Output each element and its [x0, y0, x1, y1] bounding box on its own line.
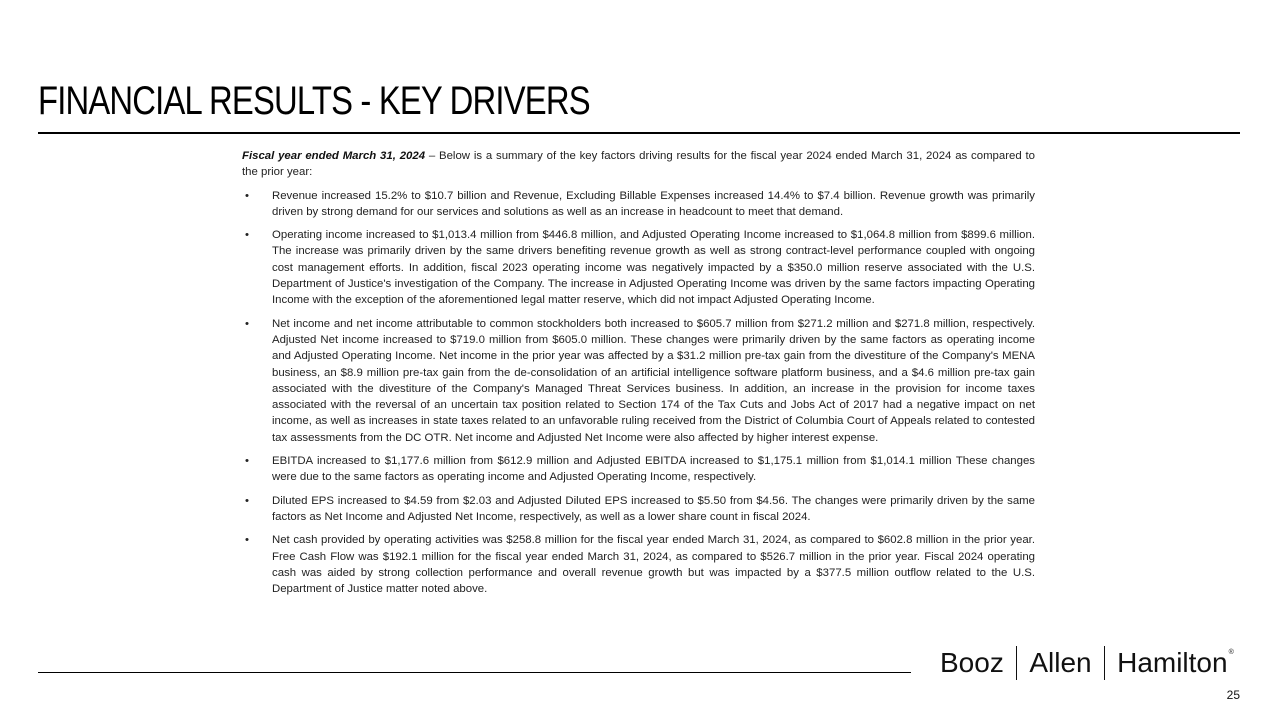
bullet-dot: • [245, 317, 249, 330]
logo-word-allen: Allen [1029, 647, 1092, 678]
bullet-dot: • [245, 455, 249, 468]
bullet-text: Net cash provided by operating activities was $258.8 million for the fiscal year ended March 31, 2024, as compared to $602.8 million in the prior year. Free Cash Flow was $192.1 million for the fiscal year ended March 31, 2024, as compared to $526.7 million in the prior year. Fiscal 2024 operating cash was aided by strong collection performance and overall revenue growth but was impacted by a $377.5 million outflow related to the U.S. Department of Justice matter noted above. [272, 534, 1035, 596]
bullet-text: EBITDA increased to $1,177.6 million from $612.9 million and Adjusted EBITDA increased to $1,175.1 million from $1,014.1 million These changes were due to the same factors as operating income and Adjusted Operating Income, respectively. [272, 455, 1035, 484]
slide-title: FINANCIAL RESULTS - KEY DRIVERS [38, 79, 590, 123]
intro-text: – Below is a summary of the key factors driving results for the fiscal year 2024 ended March 31, 2024 as compared to the prior year: [242, 150, 1035, 179]
bullet-ebitda [242, 453, 1035, 486]
page-number: 25 [1226, 688, 1240, 702]
logo-separator [1104, 646, 1106, 680]
slide-body [242, 148, 1035, 604]
booz-allen-hamilton-logo [940, 644, 1234, 682]
key-drivers-list [242, 188, 1035, 598]
registered-mark: ® [1228, 649, 1234, 656]
title-divider [38, 132, 1240, 134]
bullet-revenue [242, 188, 1035, 221]
footer-divider [38, 672, 911, 673]
bullet-dot: • [245, 534, 249, 547]
bullet-dot: • [245, 189, 249, 202]
bullet-operating-income [242, 227, 1035, 308]
bullet-text: Net income and net income attributable to common stockholders both increased to $605.7 million from $271.2 million and $271.8 million, respectively. Adjusted Net income increased to $719.0 million from $605.0 million. These changes were primarily driven by the same factors as operating income and Adjusted Operating Income. Net income in the prior year was affected by a $31.2 million pre-tax gain from the divestiture of the Company's MENA business, an $8.9 million pre-tax gain from the de-consolidation of an artificial intelligence software platform business, and a $4.6 million pre-tax gain associated with the divestiture of the Company's Managed Threat Services business. In addition, an increase in the provision for income taxes associated with the reversal of an uncertain tax position related to Section 174 of the Tax Cuts and Jobs Act of 2017 had a negative impact on net income, as well as increases in state taxes related to an unfavorable ruling received from the District of Columbia Court of Appeals related to contested tax assessments from the DC OTR. Net income and Adjusted Net Income were also affected by higher interest expense. [272, 317, 1035, 444]
intro-paragraph [242, 148, 1035, 181]
bullet-text: Operating income increased to $1,013.4 million from $446.8 million, and Adjusted Operating Income increased to $1,064.8 million from $899.6 million. The increase was primarily driven by the same drivers benefiting revenue growth as well as strong contract-level performance coupled with ongoing cost management efforts. In addition, fiscal 2023 operating income was negatively impacted by a $350.0 million reserve associated with the U.S. Department of Justice's investigation of the Company. The increase in Adjusted Operating Income was driven by the same factors impacting Operating Income with the exception of the aforementioned legal matter reserve, which did not impact Adjusted Operating Income. [272, 229, 1035, 307]
bullet-dot: • [245, 494, 249, 507]
bullet-text: Revenue increased 15.2% to $10.7 billion and Revenue, Excluding Billable Expenses increased 14.4% to $7.4 billion. Revenue growth was primarily driven by strong demand for our services and solutions as well as an increase in headcount to meet that demand. [272, 189, 1035, 218]
logo-word-booz: Booz [940, 647, 1004, 678]
bullet-diluted-eps [242, 493, 1035, 526]
logo-word-hamilton: Hamilton [1117, 647, 1228, 678]
bullet-text: Diluted EPS increased to $4.59 from $2.03 and Adjusted Diluted EPS increased to $5.50 from $4.56. The changes were primarily driven by the same factors as Net Income and Adjusted Net Income, respectively, as well as a lower share count in fiscal 2024. [272, 494, 1035, 523]
bullet-operating-cash [242, 532, 1035, 597]
bullet-net-income [242, 316, 1035, 446]
logo-separator [1016, 646, 1018, 680]
bullet-dot: • [245, 229, 249, 242]
intro-heading: Fiscal year ended March 31, 2024 [242, 150, 426, 162]
